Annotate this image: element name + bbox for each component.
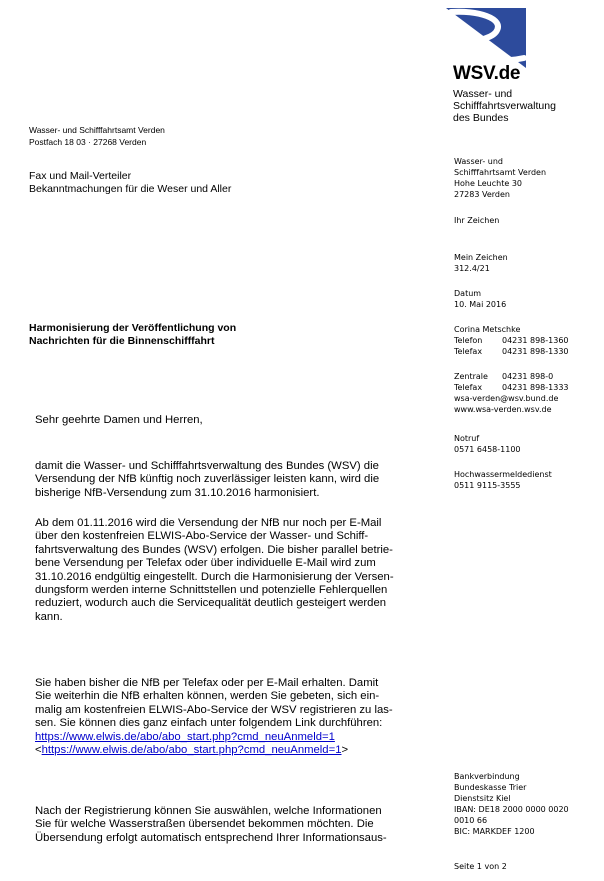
contact-name: Corina Metschke [454,325,521,334]
text-line: bisherige NfB-Versendung zum 31.10.2016 harmonisiert. [35,486,320,499]
logo-subtitle [453,88,556,124]
paragraph-3 [35,677,435,757]
notruf [454,433,521,455]
bank-line: IBAN: DE18 2000 0000 0020 [454,805,569,814]
paragraph-4 [35,805,435,845]
bank-details [454,771,569,837]
logo-name: WSV.de [453,63,521,84]
logo-subtitle-line: Schifffahrtsverwaltung [453,100,556,112]
office-line: Wasser- und [454,157,503,166]
hochwasser [454,469,552,491]
text-line: Sie weiterhin die NfB erhalten können, werden Sie gebeten, sich ein- [35,690,380,703]
telefax-label: Telefax [454,347,483,356]
sender-line: Wasser- und Schifffahrtsamt Verden [29,125,165,135]
link-bracket-close: > [341,744,349,757]
telefax2-row [454,382,569,393]
telefax2-label: Telefax [454,383,483,392]
bank-line: Bundeskasse Trier [454,783,527,792]
bank-line: Dienstsitz Kiel [454,794,511,803]
recipient-line: Fax und Mail-Verteiler [29,170,132,182]
text-line: Ab dem 01.11.2016 wird die Versendung der NfB nur noch per E-Mail [35,517,382,529]
notruf-label: Notruf [454,434,480,443]
email-address[interactable]: wsa-verden@wsv.bund.de [454,394,559,403]
text-line: Sie haben bisher die NfB per Telefax oder per E-Mail erhalten. Damit [35,677,379,689]
text-line: sen. Sie können dies ganz einfach unter folgendem Link durchführen: [35,717,383,730]
text-line: kann. [35,610,63,623]
abo-link-2[interactable]: https://www.elwis.de/abo/abo_start.php?cmd_neuAnmeld=1 [41,744,342,757]
sender-address [29,125,165,148]
website-address[interactable]: www.wsa-verden.wsv.de [454,405,552,414]
telefon-value: 04231 898-1360 [502,336,569,345]
telefon-label: Telefon [454,336,483,345]
link-bracket-open: < [35,744,42,757]
text-line: dungsform werden interne Schnittstellen und potenzielle Fehlerquellen [35,584,388,597]
text-line: malig am kostenfreien ELWIS-Abo-Service der WSV registrieren zu las- [35,703,393,716]
telefax-value: 04231 898-1330 [502,347,569,356]
zentrale-label: Zentrale [454,372,488,381]
text-line: Sie für welche Wasserstraßen übersendet bekommen möchten. Die [35,818,374,831]
hochwasser-label: Hochwassermeldedienst [454,470,552,479]
text-line: damit die Wasser- und Schifffahrtsverwaltung des Bundes (WSV) die [35,460,379,472]
logo-text [453,64,556,124]
text-line: 31.10.2016 endgültig eingestellt. Durch die Harmonisierung der Versen- [35,570,394,583]
bank-line: BIC: MARKDEF 1200 [454,827,535,836]
paragraph-2 [35,517,435,624]
notruf-value: 0571 6458-1100 [454,445,521,454]
ihr-zeichen: Ihr Zeichen [454,216,500,225]
text-line: fahrtsverwaltung des Bundes (WSV) erfolgen. Die bisher parallel betrie- [35,543,393,556]
text-line: reduziert, wodurch auch die Servicequalität deutlich gesteigert werden [35,597,387,610]
office-line: Hohe Leuchte 30 [454,179,523,188]
mein-zeichen-value: 312.4/21 [454,264,490,273]
datum [454,288,506,310]
central-contact [454,371,569,415]
datum-value: 10. Mai 2016 [454,300,507,309]
text-line: über den kostenfreien ELWIS-Abo-Service der Wasser- und Schiff- [35,530,369,543]
page-number: Seite 1 von 2 [454,862,507,871]
office-line: 27283 Verden [454,190,510,199]
subject-line: Nachrichten für die Binnenschifffahrt [29,335,215,347]
mein-zeichen-label: Mein Zeichen [454,253,508,262]
office-address [454,156,546,200]
text-line: bene Versendung per Telefax oder über individuelle E-Mail wird zum [35,557,376,570]
greeting: Sehr geehrte Damen und Herren, [35,414,203,426]
bank-line: 0010 66 [454,816,488,825]
telefax2-value: 04231 898-1333 [502,383,569,392]
wsv-logo [446,8,526,68]
logo-subtitle-line: Wasser- und [453,88,513,100]
text-line: Versendung der NfB künftig noch zuverlässiger leisten kann, wird die [35,473,380,486]
telefon-row [454,335,569,346]
sender-line: Postfach 18 03 · 27268 Verden [29,136,147,147]
abo-link[interactable]: https://www.elwis.de/abo/abo_start.php?cmd_neuAnmeld=1 [35,730,335,743]
telefax-row [454,346,569,357]
recipient-line: Bekanntmachungen für die Weser und Aller [29,183,232,195]
bank-line: Bankverbindung [454,772,520,781]
text-line: Nach der Registrierung können Sie auswählen, welche Informationen [35,805,382,817]
zentrale-value: 04231 898-0 [502,372,554,381]
text-line: Übersendung erfolgt automatisch entsprechend Ihrer Informationsaus- [35,831,387,844]
paragraph-1 [35,460,435,500]
subject-line: Harmonisierung der Veröffentlichung von [29,322,237,334]
datum-label: Datum [454,289,482,298]
mein-zeichen [454,252,508,274]
recipient-address [29,170,231,196]
office-line: Schifffahrtsamt Verden [454,168,547,177]
zentrale-row [454,371,569,382]
contact-block [454,324,569,357]
letter-subject [29,322,329,348]
logo-subtitle-line: des Bundes [453,112,509,124]
hochwasser-value: 0511 9115-3555 [454,481,521,490]
